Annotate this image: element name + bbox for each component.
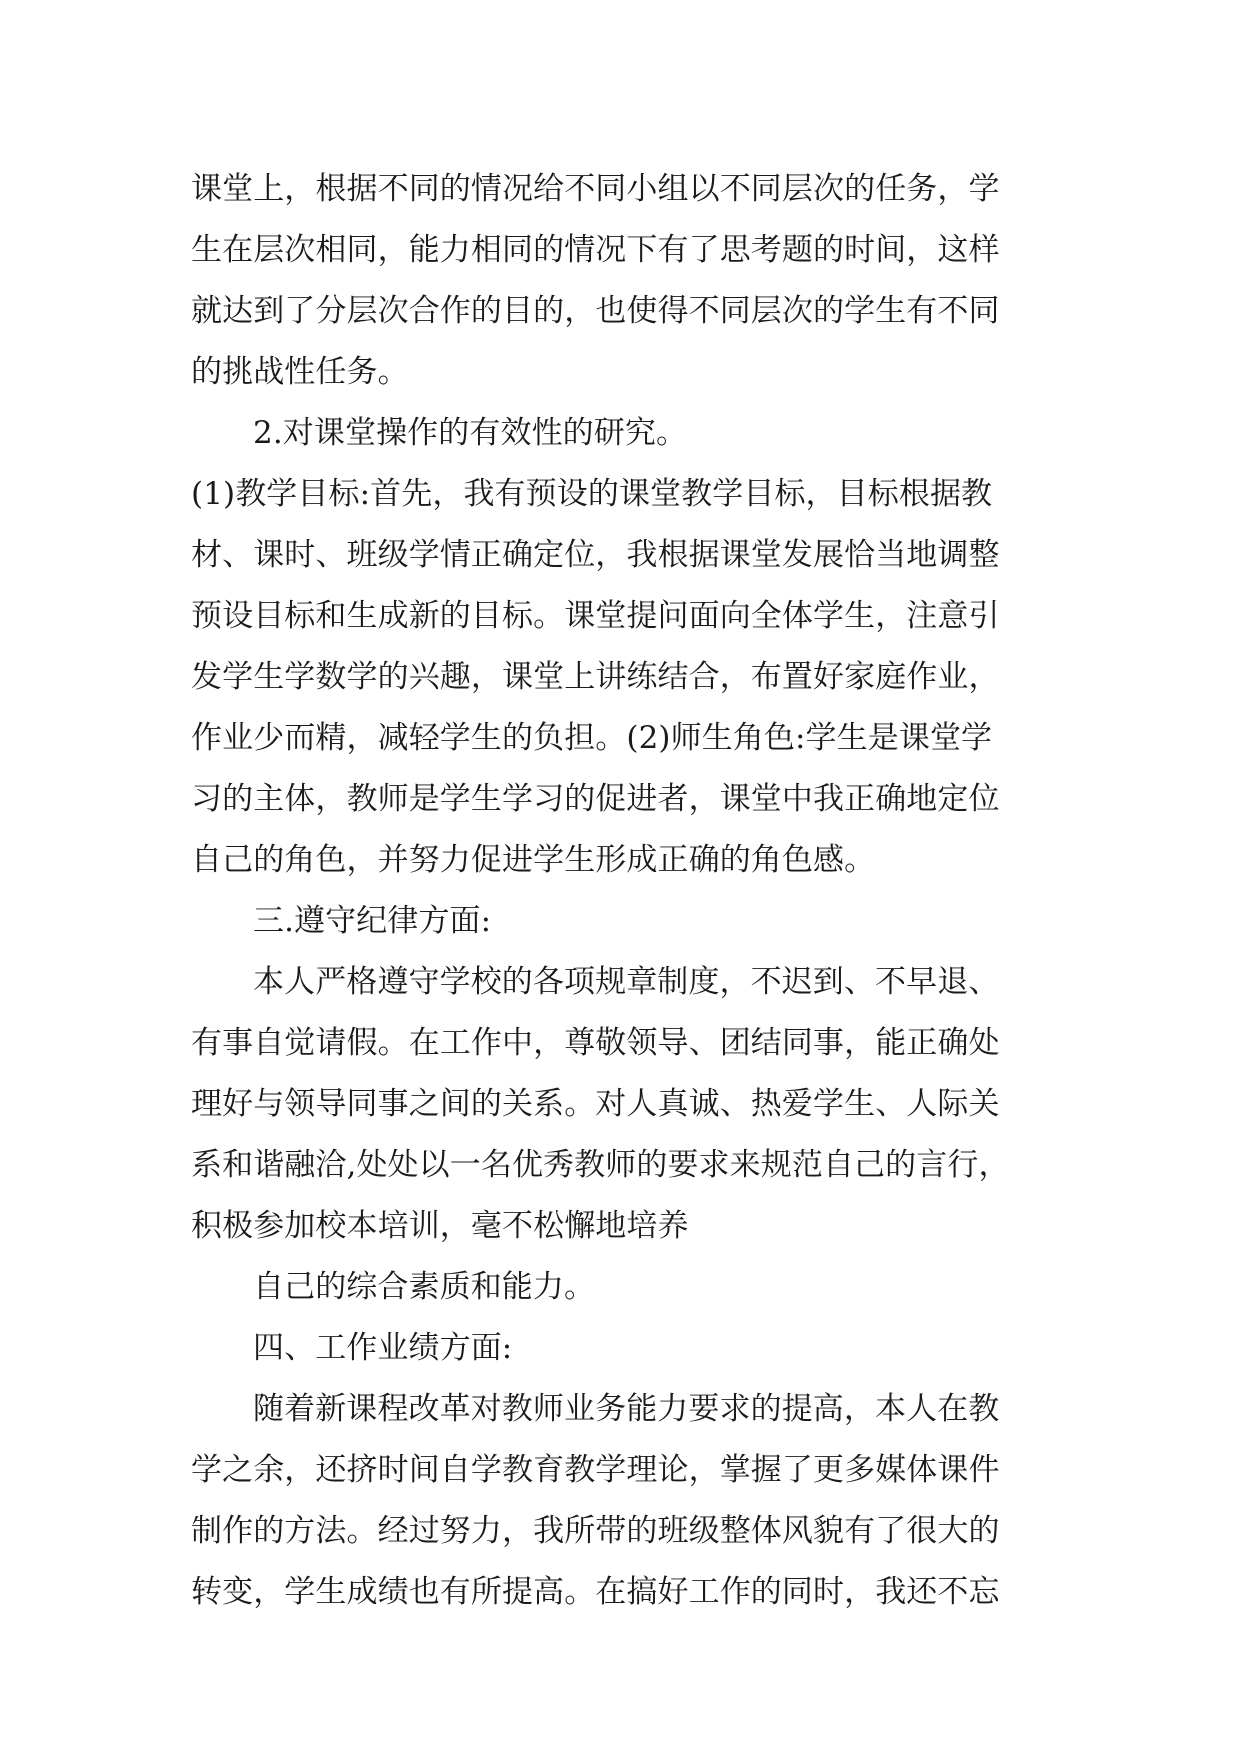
text-line: 课堂上，根据不同的情况给不同小组以不同层次的任务，学 [191, 171, 1000, 207]
text-line: 三.遵守纪律方面: [253, 903, 492, 939]
text-line: 有事自觉请假。在工作中，尊敬领导、团结同事，能正确处 [191, 1025, 1000, 1061]
text-line: 积极参加校本培训，毫不松懈地培养 [191, 1208, 689, 1244]
text-line: 作业少而精，减轻学生的负担。(2)师生角色:学生是课堂学 [191, 720, 993, 756]
text-line: (1)教学目标:首先，我有预设的课堂教学目标，目标根据教 [191, 476, 993, 512]
text-line: 制作的方法。经过努力，我所带的班级整体风貌有了很大的 [191, 1513, 1000, 1549]
text-line: 自己的角色，并努力促进学生形成正确的角色感。 [191, 842, 876, 878]
text-line: 本人严格遵守学校的各项规章制度，不迟到、不早退、 [253, 964, 1000, 1000]
text-line: 自己的综合素质和能力。 [253, 1269, 596, 1305]
text-line: 的挑战性任务。 [191, 354, 409, 390]
text-line: 发学生学数学的兴趣，课堂上讲练结合，布置好家庭作业， [191, 659, 1000, 695]
text-line: 材、课时、班级学情正确定位，我根据课堂发展恰当地调整 [191, 537, 1000, 573]
text-line: 四、工作业绩方面: [253, 1330, 513, 1366]
text-line: 系和谐融洽,处处以一名优秀教师的要求来规范自己的言行， [191, 1147, 1010, 1183]
text-line: 随着新课程改革对教师业务能力要求的提高，本人在教 [253, 1391, 1000, 1427]
text-line: 2.对课堂操作的有效性的研究。 [253, 415, 688, 451]
document-body [191, 159, 1071, 1623]
text-line: 转变，学生成绩也有所提高。在搞好工作的同时，我还不忘 [191, 1574, 1000, 1610]
text-line: 就达到了分层次合作的目的，也使得不同层次的学生有不同 [191, 293, 1000, 329]
text-line: 理好与领导同事之间的关系。对人真诚、热爱学生、人际关 [191, 1086, 1000, 1122]
text-line: 生在层次相同，能力相同的情况下有了思考题的时间，这样 [191, 232, 1000, 268]
text-line: 预设目标和生成新的目标。课堂提问面向全体学生，注意引 [191, 598, 1000, 634]
text-line: 习的主体，教师是学生学习的促进者，课堂中我正确地定位 [191, 781, 1000, 817]
text-line: 学之余，还挤时间自学教育教学理论，掌握了更多媒体课件 [191, 1452, 1000, 1488]
